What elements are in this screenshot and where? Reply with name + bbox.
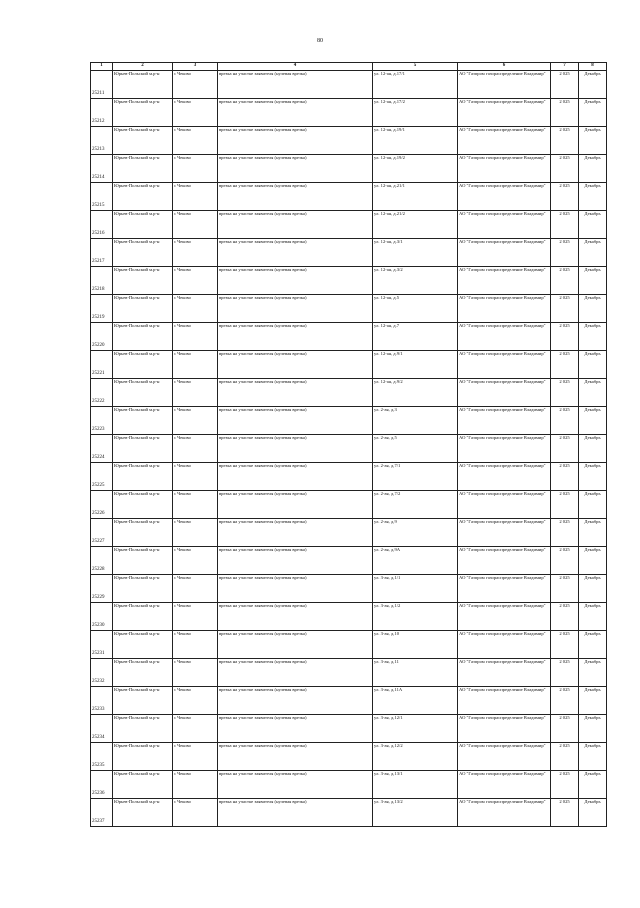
column-header: 8 — [579, 63, 607, 71]
work-type-cell: врезка на участке заявителя (нулевая врезка) — [218, 575, 373, 603]
work-type-cell: врезка на участке заявителя (нулевая врезка) — [218, 659, 373, 687]
district-cell: Юрьев-Польский м.р-н — [113, 491, 173, 519]
column-header: 1 — [91, 63, 113, 71]
table-row — [91, 295, 607, 323]
work-type-cell: врезка на участке заявителя (нулевая врезка) — [218, 687, 373, 715]
district-cell: Юрьев-Польский м.р-н — [113, 407, 173, 435]
row-number: 25236 — [91, 771, 113, 799]
month-cell: Декабрь — [579, 463, 607, 491]
table-row — [91, 771, 607, 799]
table-row — [91, 743, 607, 771]
year-cell: 2 025 — [551, 183, 579, 211]
work-type-cell: врезка на участке заявителя (нулевая врезка) — [218, 435, 373, 463]
district-cell: Юрьев-Польский м.р-н — [113, 715, 173, 743]
row-number: 25214 — [91, 155, 113, 183]
organization-cell: АО "Газпром газораспределение Владимир" — [458, 575, 551, 603]
year-cell: 2 025 — [551, 715, 579, 743]
district-cell: Юрьев-Польский м.р-н — [113, 463, 173, 491]
table-row — [91, 407, 607, 435]
settlement-cell: с Чеково — [173, 687, 218, 715]
address-cell: ул. 12-ая, д.9/2 — [373, 379, 458, 407]
address-cell: ул. 2-ая, д.5 — [373, 435, 458, 463]
month-cell: Декабрь — [579, 183, 607, 211]
district-cell: Юрьев-Польский м.р-н — [113, 575, 173, 603]
row-number: 25219 — [91, 295, 113, 323]
row-number: 25216 — [91, 211, 113, 239]
register-table — [90, 62, 607, 827]
district-cell: Юрьев-Польский м.р-н — [113, 211, 173, 239]
settlement-cell: с Чеково — [173, 239, 218, 267]
work-type-cell: врезка на участке заявителя (нулевая врезка) — [218, 155, 373, 183]
work-type-cell: врезка на участке заявителя (нулевая врезка) — [218, 407, 373, 435]
row-number: 25237 — [91, 799, 113, 827]
table-row — [91, 239, 607, 267]
month-cell: Декабрь — [579, 715, 607, 743]
month-cell: Декабрь — [579, 155, 607, 183]
organization-cell: АО "Газпром газораспределение Владимир" — [458, 239, 551, 267]
organization-cell: АО "Газпром газораспределение Владимир" — [458, 267, 551, 295]
month-cell: Декабрь — [579, 743, 607, 771]
row-number: 25232 — [91, 659, 113, 687]
month-cell: Декабрь — [579, 435, 607, 463]
address-cell: ул. 3-ая, д.11 — [373, 659, 458, 687]
organization-cell: АО "Газпром газораспределение Владимир" — [458, 323, 551, 351]
row-number: 25235 — [91, 743, 113, 771]
organization-cell: АО "Газпром газораспределение Владимир" — [458, 351, 551, 379]
address-cell: ул. 3-ая, д.12/1 — [373, 715, 458, 743]
row-number: 25212 — [91, 99, 113, 127]
row-number: 25227 — [91, 519, 113, 547]
work-type-cell: врезка на участке заявителя (нулевая врезка) — [218, 715, 373, 743]
table-row — [91, 575, 607, 603]
month-cell: Декабрь — [579, 295, 607, 323]
work-type-cell: врезка на участке заявителя (нулевая врезка) — [218, 379, 373, 407]
settlement-cell: с Чеково — [173, 547, 218, 575]
district-cell: Юрьев-Польский м.р-н — [113, 435, 173, 463]
organization-cell: АО "Газпром газораспределение Владимир" — [458, 99, 551, 127]
year-cell: 2 025 — [551, 631, 579, 659]
row-number: 25224 — [91, 435, 113, 463]
row-number: 25231 — [91, 631, 113, 659]
address-cell: ул. 12-ая, д.21/2 — [373, 211, 458, 239]
work-type-cell: врезка на участке заявителя (нулевая врезка) — [218, 183, 373, 211]
row-number: 25218 — [91, 267, 113, 295]
district-cell: Юрьев-Польский м.р-н — [113, 71, 173, 99]
table-row — [91, 155, 607, 183]
year-cell: 2 025 — [551, 99, 579, 127]
organization-cell: АО "Газпром газораспределение Владимир" — [458, 799, 551, 827]
year-cell: 2 025 — [551, 519, 579, 547]
month-cell: Декабрь — [579, 267, 607, 295]
work-type-cell: врезка на участке заявителя (нулевая врезка) — [218, 631, 373, 659]
district-cell: Юрьев-Польский м.р-н — [113, 267, 173, 295]
address-cell: ул. 3-ая, д.11А — [373, 687, 458, 715]
row-number: 25225 — [91, 463, 113, 491]
organization-cell: АО "Газпром газораспределение Владимир" — [458, 183, 551, 211]
organization-cell: АО "Газпром газораспределение Владимир" — [458, 211, 551, 239]
month-cell: Декабрь — [579, 379, 607, 407]
address-cell: ул. 12-ая, д.21/1 — [373, 183, 458, 211]
address-cell: ул. 3-ая, д.13/2 — [373, 799, 458, 827]
year-cell: 2 025 — [551, 659, 579, 687]
address-cell: ул. 2-ая, д.9 — [373, 519, 458, 547]
column-header: 6 — [458, 63, 551, 71]
table-row — [91, 127, 607, 155]
settlement-cell: с Чеково — [173, 323, 218, 351]
work-type-cell: врезка на участке заявителя (нулевая врезка) — [218, 267, 373, 295]
month-cell: Декабрь — [579, 603, 607, 631]
settlement-cell: с Чеково — [173, 295, 218, 323]
column-header: 2 — [113, 63, 173, 71]
settlement-cell: с Чеково — [173, 71, 218, 99]
settlement-cell: с Чеково — [173, 519, 218, 547]
district-cell: Юрьев-Польский м.р-н — [113, 743, 173, 771]
address-cell: ул. 3-ая, д.12/2 — [373, 743, 458, 771]
settlement-cell: с Чеково — [173, 267, 218, 295]
month-cell: Декабрь — [579, 771, 607, 799]
address-cell: ул. 12-ая, д.3/2 — [373, 267, 458, 295]
district-cell: Юрьев-Польский м.р-н — [113, 799, 173, 827]
organization-cell: АО "Газпром газораспределение Владимир" — [458, 603, 551, 631]
organization-cell: АО "Газпром газораспределение Владимир" — [458, 127, 551, 155]
row-number: 25222 — [91, 379, 113, 407]
settlement-cell: с Чеково — [173, 435, 218, 463]
month-cell: Декабрь — [579, 99, 607, 127]
address-cell: ул. 3-ая, д.13/1 — [373, 771, 458, 799]
row-number: 25234 — [91, 715, 113, 743]
year-cell: 2 025 — [551, 491, 579, 519]
year-cell: 2 025 — [551, 547, 579, 575]
table-row — [91, 659, 607, 687]
settlement-cell: с Чеково — [173, 715, 218, 743]
month-cell: Декабрь — [579, 575, 607, 603]
work-type-cell: врезка на участке заявителя (нулевая врезка) — [218, 99, 373, 127]
organization-cell: АО "Газпром газораспределение Владимир" — [458, 435, 551, 463]
table-row — [91, 603, 607, 631]
row-number: 25223 — [91, 407, 113, 435]
settlement-cell: с Чеково — [173, 771, 218, 799]
settlement-cell: с Чеково — [173, 659, 218, 687]
district-cell: Юрьев-Польский м.р-н — [113, 519, 173, 547]
work-type-cell: врезка на участке заявителя (нулевая врезка) — [218, 239, 373, 267]
year-cell: 2 025 — [551, 127, 579, 155]
district-cell: Юрьев-Польский м.р-н — [113, 631, 173, 659]
address-cell: ул. 12-ая, д.9/1 — [373, 351, 458, 379]
table-row — [91, 323, 607, 351]
organization-cell: АО "Газпром газораспределение Владимир" — [458, 491, 551, 519]
year-cell: 2 025 — [551, 687, 579, 715]
row-number: 25217 — [91, 239, 113, 267]
settlement-cell: с Чеково — [173, 351, 218, 379]
table-row — [91, 99, 607, 127]
year-cell: 2 025 — [551, 771, 579, 799]
district-cell: Юрьев-Польский м.р-н — [113, 295, 173, 323]
organization-cell: АО "Газпром газораспределение Владимир" — [458, 715, 551, 743]
table-row — [91, 463, 607, 491]
table-row — [91, 351, 607, 379]
organization-cell: АО "Газпром газораспределение Владимир" — [458, 659, 551, 687]
month-cell: Декабрь — [579, 799, 607, 827]
month-cell: Декабрь — [579, 659, 607, 687]
address-cell: ул. 3-ая, д.10 — [373, 631, 458, 659]
month-cell: Декабрь — [579, 351, 607, 379]
column-header: 7 — [551, 63, 579, 71]
year-cell: 2 025 — [551, 463, 579, 491]
work-type-cell: врезка на участке заявителя (нулевая врезка) — [218, 127, 373, 155]
month-cell: Декабрь — [579, 127, 607, 155]
month-cell: Декабрь — [579, 211, 607, 239]
district-cell: Юрьев-Польский м.р-н — [113, 155, 173, 183]
district-cell: Юрьев-Польский м.р-н — [113, 323, 173, 351]
table-row — [91, 547, 607, 575]
address-cell: ул. 2-ая, д.7/2 — [373, 491, 458, 519]
settlement-cell: с Чеково — [173, 155, 218, 183]
year-cell: 2 025 — [551, 71, 579, 99]
column-header: 3 — [173, 63, 218, 71]
address-cell: ул. 2-ая, д.7/1 — [373, 463, 458, 491]
table-row — [91, 183, 607, 211]
work-type-cell: врезка на участке заявителя (нулевая врезка) — [218, 351, 373, 379]
district-cell: Юрьев-Польский м.р-н — [113, 771, 173, 799]
month-cell: Декабрь — [579, 491, 607, 519]
row-number: 25215 — [91, 183, 113, 211]
row-number: 25213 — [91, 127, 113, 155]
district-cell: Юрьев-Польский м.р-н — [113, 659, 173, 687]
year-cell: 2 025 — [551, 603, 579, 631]
work-type-cell: врезка на участке заявителя (нулевая врезка) — [218, 71, 373, 99]
year-cell: 2 025 — [551, 323, 579, 351]
district-cell: Юрьев-Польский м.р-н — [113, 603, 173, 631]
organization-cell: АО "Газпром газораспределение Владимир" — [458, 631, 551, 659]
district-cell: Юрьев-Польский м.р-н — [113, 351, 173, 379]
district-cell: Юрьев-Польский м.р-н — [113, 547, 173, 575]
settlement-cell: с Чеково — [173, 491, 218, 519]
address-cell: ул. 12-ая, д.19/2 — [373, 155, 458, 183]
address-cell: ул. 12-ая, д.7 — [373, 323, 458, 351]
table-row — [91, 211, 607, 239]
year-cell: 2 025 — [551, 211, 579, 239]
month-cell: Декабрь — [579, 631, 607, 659]
table-row — [91, 715, 607, 743]
organization-cell: АО "Газпром газораспределение Владимир" — [458, 687, 551, 715]
settlement-cell: с Чеково — [173, 463, 218, 491]
organization-cell: АО "Газпром газораспределение Владимир" — [458, 463, 551, 491]
organization-cell: АО "Газпром газораспределение Владимир" — [458, 155, 551, 183]
column-header: 5 — [373, 63, 458, 71]
row-number: 25230 — [91, 603, 113, 631]
address-cell: ул. 2-ая, д.9А — [373, 547, 458, 575]
row-number: 25233 — [91, 687, 113, 715]
work-type-cell: врезка на участке заявителя (нулевая врезка) — [218, 603, 373, 631]
work-type-cell: врезка на участке заявителя (нулевая врезка) — [218, 211, 373, 239]
year-cell: 2 025 — [551, 743, 579, 771]
table-row — [91, 687, 607, 715]
settlement-cell: с Чеково — [173, 575, 218, 603]
work-type-cell: врезка на участке заявителя (нулевая врезка) — [218, 519, 373, 547]
address-cell: ул. 12-ая, д.17/2 — [373, 99, 458, 127]
work-type-cell: врезка на участке заявителя (нулевая врезка) — [218, 799, 373, 827]
address-cell: ул. 12-ая, д.5 — [373, 295, 458, 323]
address-cell: ул. 12-ая, д.19/1 — [373, 127, 458, 155]
table-row — [91, 491, 607, 519]
row-number: 25211 — [91, 71, 113, 99]
organization-cell: АО "Газпром газораспределение Владимир" — [458, 743, 551, 771]
month-cell: Декабрь — [579, 323, 607, 351]
organization-cell: АО "Газпром газораспределение Владимир" — [458, 547, 551, 575]
settlement-cell: с Чеково — [173, 211, 218, 239]
row-number: 25226 — [91, 491, 113, 519]
year-cell: 2 025 — [551, 239, 579, 267]
settlement-cell: с Чеково — [173, 183, 218, 211]
district-cell: Юрьев-Польский м.р-н — [113, 183, 173, 211]
table-row — [91, 267, 607, 295]
settlement-cell: с Чеково — [173, 631, 218, 659]
year-cell: 2 025 — [551, 351, 579, 379]
year-cell: 2 025 — [551, 295, 579, 323]
row-number: 25220 — [91, 323, 113, 351]
address-cell: ул. 3-ая, д.1/1 — [373, 575, 458, 603]
month-cell: Декабрь — [579, 407, 607, 435]
year-cell: 2 025 — [551, 267, 579, 295]
settlement-cell: с Чеково — [173, 743, 218, 771]
table-row — [91, 379, 607, 407]
month-cell: Декабрь — [579, 687, 607, 715]
month-cell: Декабрь — [579, 547, 607, 575]
settlement-cell: с Чеково — [173, 99, 218, 127]
district-cell: Юрьев-Польский м.р-н — [113, 379, 173, 407]
table-row — [91, 631, 607, 659]
work-type-cell: врезка на участке заявителя (нулевая врезка) — [218, 743, 373, 771]
settlement-cell: с Чеково — [173, 407, 218, 435]
work-type-cell: врезка на участке заявителя (нулевая врезка) — [218, 323, 373, 351]
settlement-cell: с Чеково — [173, 603, 218, 631]
organization-cell: АО "Газпром газораспределение Владимир" — [458, 295, 551, 323]
table-row — [91, 71, 607, 99]
year-cell: 2 025 — [551, 799, 579, 827]
district-cell: Юрьев-Польский м.р-н — [113, 127, 173, 155]
page-number: 80 — [317, 38, 323, 44]
month-cell: Декабрь — [579, 239, 607, 267]
row-number: 25221 — [91, 351, 113, 379]
year-cell: 2 025 — [551, 407, 579, 435]
district-cell: Юрьев-Польский м.р-н — [113, 99, 173, 127]
row-number: 25229 — [91, 575, 113, 603]
table-row — [91, 799, 607, 827]
work-type-cell: врезка на участке заявителя (нулевая врезка) — [218, 491, 373, 519]
organization-cell: АО "Газпром газораспределение Владимир" — [458, 771, 551, 799]
organization-cell: АО "Газпром газораспределение Владимир" — [458, 519, 551, 547]
work-type-cell: врезка на участке заявителя (нулевая врезка) — [218, 547, 373, 575]
address-cell: ул. 12-ая, д.3/1 — [373, 239, 458, 267]
address-cell: ул. 12-ая, д.17/1 — [373, 71, 458, 99]
column-header: 4 — [218, 63, 373, 71]
district-cell: Юрьев-Польский м.р-н — [113, 687, 173, 715]
address-cell: ул. 3-ая, д.1/2 — [373, 603, 458, 631]
work-type-cell: врезка на участке заявителя (нулевая врезка) — [218, 295, 373, 323]
address-cell: ул. 2-ая, д.3 — [373, 407, 458, 435]
organization-cell: АО "Газпром газораспределение Владимир" — [458, 407, 551, 435]
work-type-cell: врезка на участке заявителя (нулевая врезка) — [218, 463, 373, 491]
month-cell: Декабрь — [579, 71, 607, 99]
table-row — [91, 435, 607, 463]
organization-cell: АО "Газпром газораспределение Владимир" — [458, 379, 551, 407]
row-number: 25228 — [91, 547, 113, 575]
settlement-cell: с Чеково — [173, 799, 218, 827]
settlement-cell: с Чеково — [173, 379, 218, 407]
work-type-cell: врезка на участке заявителя (нулевая врезка) — [218, 771, 373, 799]
district-cell: Юрьев-Польский м.р-н — [113, 239, 173, 267]
year-cell: 2 025 — [551, 575, 579, 603]
organization-cell: АО "Газпром газораспределение Владимир" — [458, 71, 551, 99]
settlement-cell: с Чеково — [173, 127, 218, 155]
year-cell: 2 025 — [551, 435, 579, 463]
month-cell: Декабрь — [579, 519, 607, 547]
header-row — [91, 63, 607, 71]
year-cell: 2 025 — [551, 155, 579, 183]
table-row — [91, 519, 607, 547]
year-cell: 2 025 — [551, 379, 579, 407]
